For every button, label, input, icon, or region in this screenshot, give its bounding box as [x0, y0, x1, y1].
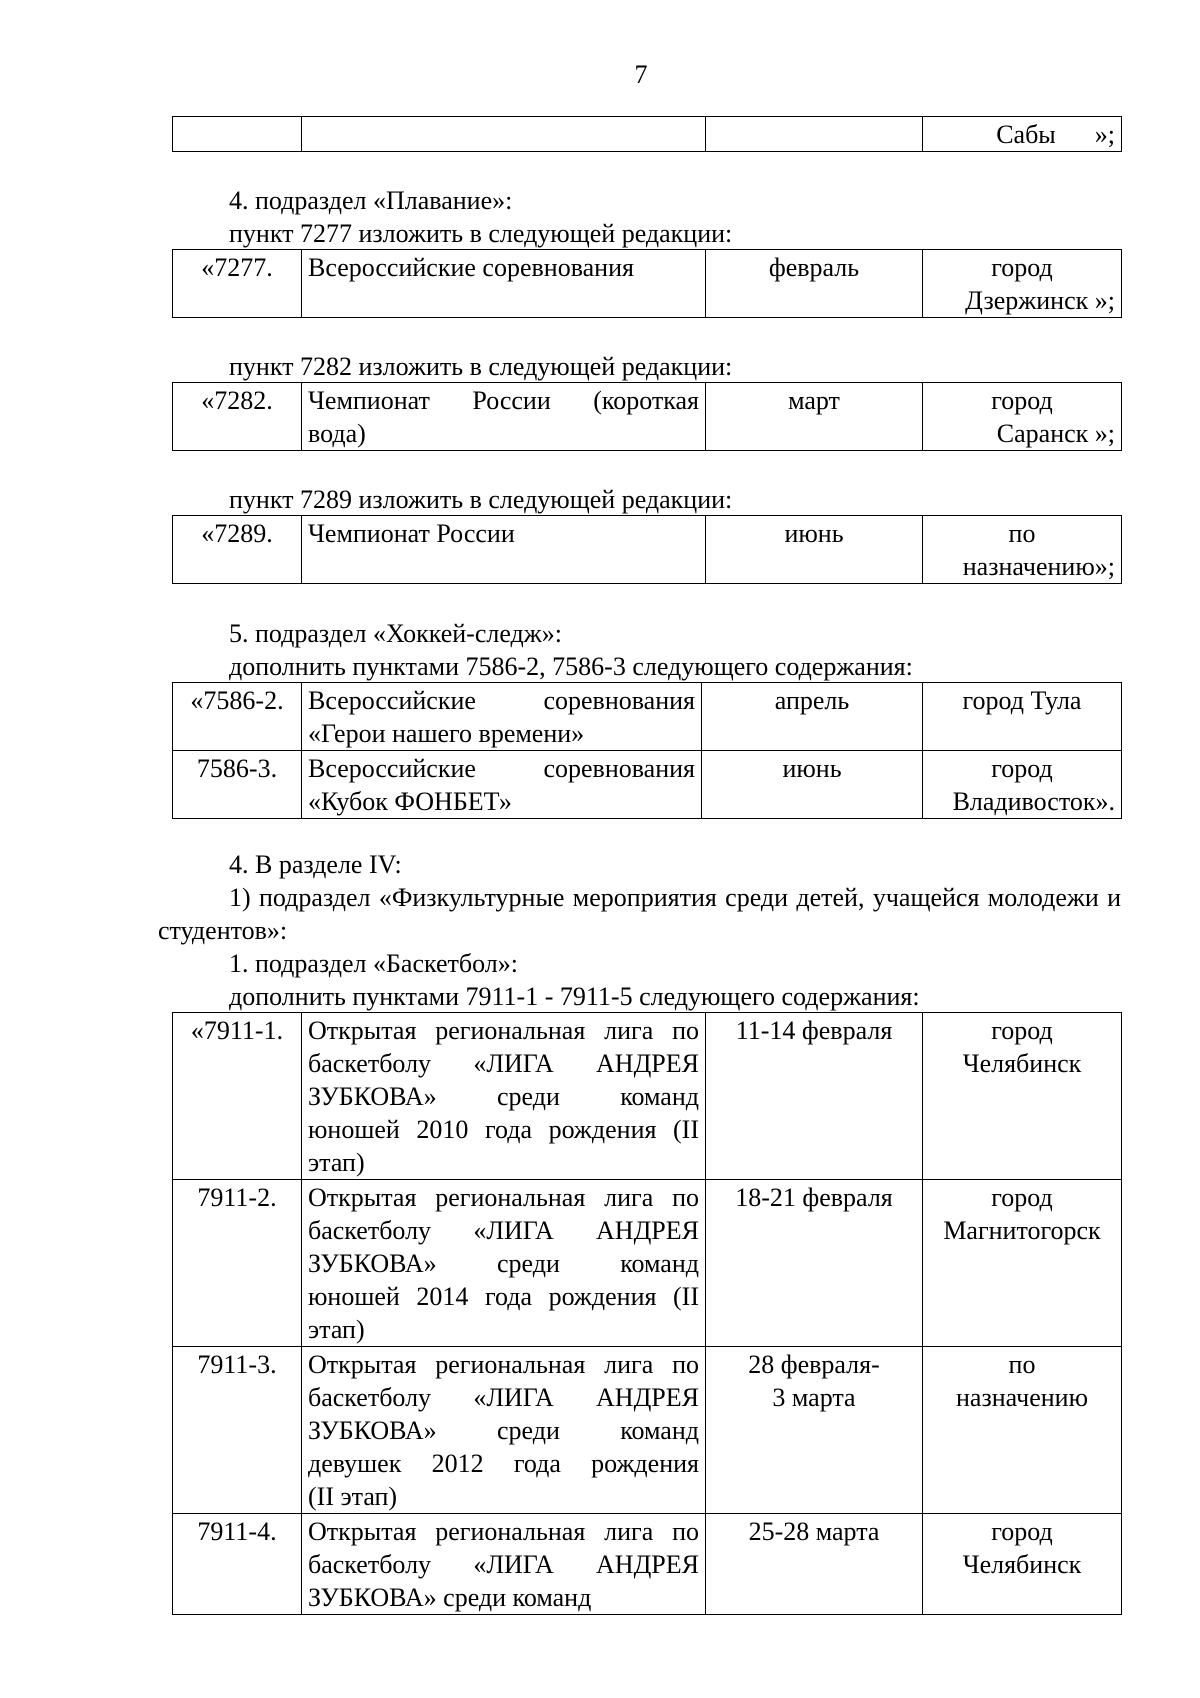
cell-event-line: баскетболу «ЛИГА АНДРЕЯ — [308, 1216, 699, 1245]
paragraph-subsection-1: 1) подраздел «Физкультурные мероприятия среди детей, учащейся молодежи и студентов»: — [158, 883, 1121, 945]
cell-event-line: этап) — [308, 1148, 365, 1177]
cell-event-line: Открытая региональная лига по — [308, 1016, 699, 1045]
cell-event — [302, 383, 706, 451]
cell-event-line: девушек 2012 года рождения — [308, 1449, 699, 1478]
cell-date-line: 3 марта — [772, 1383, 856, 1412]
cell-number: 7586-3. — [173, 751, 302, 819]
table-row — [173, 1514, 1122, 1615]
cell-place-line: назначению»; — [962, 552, 1115, 581]
cell-place-line: город — [991, 1183, 1053, 1212]
cell-place-line: город — [991, 1517, 1053, 1546]
table-row — [173, 683, 1122, 751]
cell-event-line: (II этап) — [308, 1482, 398, 1511]
paragraph-intro-7289: пункт 7289 изложить в следующей редакции: — [229, 485, 733, 514]
cell-place — [923, 751, 1122, 819]
cell-place — [923, 1514, 1122, 1615]
table-row — [173, 1013, 1122, 1180]
cell-event: Чемпионат России — [302, 516, 706, 584]
cell-event — [302, 117, 706, 152]
table-7911 — [172, 1012, 1122, 1615]
cell-event-line: «Кубок ФОНБЕТ» — [308, 787, 512, 816]
cell-place-line: город — [991, 754, 1053, 783]
cell-event — [302, 1180, 706, 1347]
cell-event-line: ЗУБКОВА» среди команд — [308, 1082, 699, 1111]
cell-date: февраль — [706, 250, 923, 318]
cell-place — [923, 250, 1122, 318]
cell-event: Всероссийские соревнования — [302, 250, 706, 318]
table-row — [173, 1180, 1122, 1347]
section-heading-sledge-hockey: 5. подраздел «Хоккей-следж»: — [229, 619, 562, 648]
cell-event-line: юношей 2014 года рождения (II — [308, 1282, 699, 1311]
cell-event-line: Всероссийские соревнования — [308, 754, 695, 783]
cell-place — [923, 516, 1122, 584]
cell-event-line: баскетболу «ЛИГА АНДРЕЯ — [308, 1049, 699, 1078]
cell-date-line: 11-14 февраля — [735, 1016, 893, 1045]
cell-event-line: Чемпионат России (короткая — [308, 386, 699, 415]
table-row — [173, 117, 1122, 152]
cell-place-line: город — [991, 386, 1053, 415]
cell-event-line: этап) — [308, 1315, 365, 1344]
cell-date-line: 18-21 февраля — [735, 1183, 893, 1212]
cell-place — [923, 1180, 1122, 1347]
cell-date — [706, 1013, 923, 1180]
cell-event — [302, 683, 702, 751]
cell-place-line: Магнитогорск — [943, 1216, 1101, 1245]
cell-place: Сабы »; — [923, 117, 1122, 152]
cell-date-line: 28 февраля- — [748, 1350, 880, 1379]
table-row — [173, 250, 1122, 318]
cell-place-line: город Тула — [962, 686, 1082, 715]
cell-place-line: Дзержинск »; — [965, 286, 1115, 315]
cell-event-line: баскетболу «ЛИГА АНДРЕЯ — [308, 1383, 699, 1412]
cell-number: «7282. — [173, 383, 302, 451]
cell-date — [706, 117, 923, 152]
cell-date — [706, 1514, 923, 1615]
table-7277 — [172, 249, 1122, 318]
cell-place-line: Челябинск — [962, 1550, 1082, 1579]
table-7282 — [172, 382, 1122, 451]
cell-place-line: город — [991, 1016, 1053, 1045]
table-7911-body — [173, 1013, 1122, 1615]
cell-event-line: юношей 2010 года рождения (II — [308, 1115, 699, 1144]
table-row — [173, 751, 1122, 819]
table-7289 — [172, 515, 1122, 584]
cell-place — [923, 383, 1122, 451]
page-number: 7 — [634, 60, 648, 89]
cell-event-line: ЗУБКОВА» среди команд — [308, 1583, 592, 1612]
table-row — [173, 516, 1122, 584]
cell-number: «7911-1. — [173, 1013, 302, 1180]
paragraph-intro-7586: дополнить пунктами 7586-2, 7586-3 следующего содержания: — [229, 652, 913, 681]
cell-place-line: Владивосток». — [952, 787, 1115, 816]
table-row — [173, 1347, 1122, 1514]
cell-number: «7289. — [173, 516, 302, 584]
cell-place-line: Челябинск — [962, 1049, 1082, 1078]
paragraph-intro-7277: пункт 7277 изложить в следующей редакции: — [229, 219, 733, 248]
cell-event-line: Открытая региональная лига по — [308, 1350, 699, 1379]
cell-date: июнь — [702, 751, 923, 819]
cell-event-line: ЗУБКОВА» среди команд — [308, 1249, 699, 1278]
cell-event-line: ЗУБКОВА» среди команд — [308, 1416, 699, 1445]
cell-number: 7911-2. — [173, 1180, 302, 1347]
cell-date: март — [706, 383, 923, 451]
table-continuation — [172, 116, 1122, 152]
cell-event-line: «Герои нашего времени» — [308, 719, 585, 748]
cell-event-line: Открытая региональная лига по — [308, 1517, 699, 1546]
section-heading-iv: 4. В разделе IV: — [229, 850, 402, 879]
cell-number: 7911-4. — [173, 1514, 302, 1615]
cell-event — [302, 1347, 706, 1514]
paragraph-intro-7911: дополнить пунктами 7911-1 - 7911-5 следующего содержания: — [229, 982, 920, 1011]
cell-place — [923, 1013, 1122, 1180]
cell-number: «7277. — [173, 250, 302, 318]
cell-event-line: баскетболу «ЛИГА АНДРЕЯ — [308, 1550, 699, 1579]
cell-place-line: по — [1008, 519, 1036, 548]
cell-date — [706, 1347, 923, 1514]
cell-number: «7586-2. — [173, 683, 302, 751]
cell-event-line: вода) — [308, 419, 366, 448]
cell-place — [923, 1347, 1122, 1514]
cell-date — [706, 1180, 923, 1347]
cell-place-line: назначению — [955, 1383, 1088, 1412]
cell-event — [302, 1514, 706, 1615]
cell-date: апрель — [702, 683, 923, 751]
cell-place-line: Саранск »; — [996, 419, 1115, 448]
cell-place-line: город — [991, 253, 1053, 282]
cell-place-line: по — [1008, 1350, 1036, 1379]
cell-event — [302, 1013, 706, 1180]
cell-date: июнь — [706, 516, 923, 584]
section-heading-swimming: 4. подраздел «Плавание»: — [229, 186, 513, 215]
cell-number — [173, 117, 302, 152]
cell-date-line: 25-28 марта — [748, 1517, 880, 1546]
paragraph-intro-7282: пункт 7282 изложить в следующей редакции: — [229, 352, 733, 381]
cell-event-line: Открытая региональная лига по — [308, 1183, 699, 1212]
table-row — [173, 383, 1122, 451]
cell-place — [923, 683, 1122, 751]
cell-event-line: Всероссийские соревнования — [308, 686, 695, 715]
cell-number: 7911-3. — [173, 1347, 302, 1514]
table-7586 — [172, 682, 1122, 819]
cell-event — [302, 751, 702, 819]
section-heading-basketball: 1. подраздел «Баскетбол»: — [229, 949, 518, 978]
